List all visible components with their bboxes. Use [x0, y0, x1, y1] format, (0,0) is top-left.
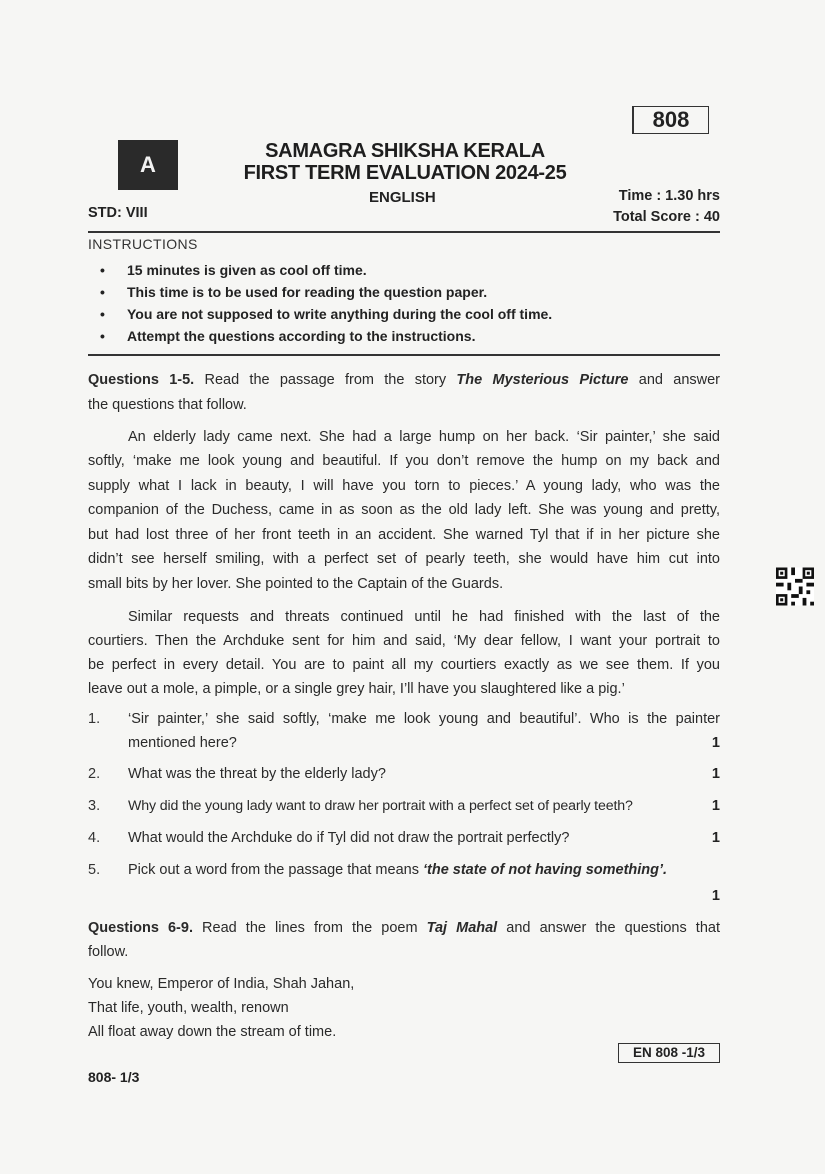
- bullet: •: [100, 306, 105, 322]
- subject: ENGLISH: [369, 189, 436, 206]
- passage-line: be perfect in every detail. You are to paint all my courtiers exactly as we see them. If you: [88, 657, 720, 673]
- paper-code-box: 808: [632, 106, 709, 134]
- passage-line: didn’t see herself smiling, with a perfect set of pearly teeth, she would have him cut into: [88, 551, 720, 567]
- section2-intro-line2: follow.: [88, 944, 129, 960]
- passage-line: courtiers. Then the Archduke sent for him and said, ‘My dear fellow, I want your portrait to: [88, 633, 720, 649]
- set-label-box: A: [118, 140, 178, 190]
- instruction-item: You are not supposed to write anything during the cool off time.: [127, 306, 553, 322]
- poem-line: That life, youth, wealth, renown: [88, 1000, 289, 1016]
- question-number: 2.: [88, 766, 101, 782]
- passage-line: companion of the Duchess, came in as soon as the old lady left. She was young and pretty,: [88, 502, 720, 518]
- passage-line: small bits by her lover. She pointed to the Captain of the Guards.: [88, 576, 504, 592]
- question-mark: 1: [711, 798, 720, 814]
- question-mark: 1: [711, 830, 720, 846]
- passage-line: softly, ‘make me look young and beautiful. If you don’t remove the hump on my back and: [88, 453, 720, 469]
- question-mark: 1: [711, 766, 720, 782]
- question-text: mentioned here?: [128, 735, 237, 751]
- intro-text: Read the passage from the story: [194, 372, 457, 388]
- question-number: 3.: [88, 798, 101, 814]
- qr-code-icon: [776, 567, 814, 606]
- question-mark: 1: [711, 735, 720, 751]
- std: STD: VIII: [88, 205, 148, 221]
- section2-label: Questions 6-9.: [88, 920, 193, 936]
- passage-line: but had lost three of her front teeth in an accident. She warned Tyl that if in her picture she: [88, 527, 720, 543]
- intro-text: and answer: [628, 372, 720, 388]
- total-score: Total Score : 40: [613, 209, 720, 225]
- passage-line: supply what I lack in beauty, I will have you torn to pieces.’ A young lady, who was the: [88, 478, 720, 494]
- passage-line: Similar requests and threats continued until he had finished with the last of the: [128, 609, 720, 625]
- page-number: 808- 1/3: [88, 1069, 140, 1085]
- question-mark: 1: [711, 888, 720, 904]
- intro-text: and answer the questions that: [497, 920, 720, 936]
- question-text: ‘Sir painter,’ she said softly, ‘make me look young and beautiful’. Who is the painter: [128, 711, 720, 727]
- question-text: What would the Archduke do if Tyl did not draw the portrait perfectly?: [128, 830, 570, 846]
- section2-intro: [88, 920, 720, 936]
- time: Time : 1.30 hrs: [618, 188, 720, 204]
- page-code-box: EN 808 -1/3: [618, 1043, 720, 1063]
- bullet: •: [100, 328, 105, 344]
- question-number: 1.: [88, 711, 101, 727]
- section1-label: Questions 1-5.: [88, 372, 195, 388]
- divider: [88, 231, 720, 233]
- poem-title: Taj Mahal: [426, 920, 498, 936]
- instruction-item: 15 minutes is given as cool off time.: [127, 262, 367, 278]
- intro-text: Read the lines from the poem: [192, 920, 427, 936]
- question-emphasis: ‘the state of not having something’.: [422, 862, 668, 878]
- question-text: Why did the young lady want to draw her portrait with a perfect set of pearly teeth?: [128, 798, 633, 814]
- question-number: 5.: [88, 862, 101, 878]
- story-title: The Mysterious Picture: [456, 372, 629, 388]
- divider: [88, 354, 720, 356]
- instruction-item: This time is to be used for reading the question paper.: [127, 284, 488, 300]
- passage-line: leave out a mole, a pimple, or a single grey hair, I’ll have you slaughtered like a pig.’: [88, 681, 625, 697]
- poem-line: You knew, Emperor of India, Shah Jahan,: [88, 976, 355, 992]
- question-text: What was the threat by the elderly lady?: [128, 766, 386, 782]
- exam-board-title: SAMAGRA SHIKSHA KERALA: [265, 140, 545, 162]
- bullet: •: [100, 284, 105, 300]
- instructions-heading: INSTRUCTIONS: [88, 236, 198, 252]
- bullet: •: [100, 262, 105, 278]
- section1-intro-line2: the questions that follow.: [88, 397, 247, 413]
- exam-title: FIRST TERM EVALUATION 2024-25: [243, 162, 567, 184]
- question-text-plain: Pick out a word from the passage that means: [128, 862, 423, 878]
- section1-intro: [88, 372, 720, 388]
- instruction-item: Attempt the questions according to the instructions.: [127, 328, 476, 344]
- question-text: [128, 862, 720, 878]
- question-number: 4.: [88, 830, 101, 846]
- passage-line: An elderly lady came next. She had a large hump on her back. ‘Sir painter,’ she said: [128, 429, 720, 445]
- poem-line: All float away down the stream of time.: [88, 1024, 337, 1040]
